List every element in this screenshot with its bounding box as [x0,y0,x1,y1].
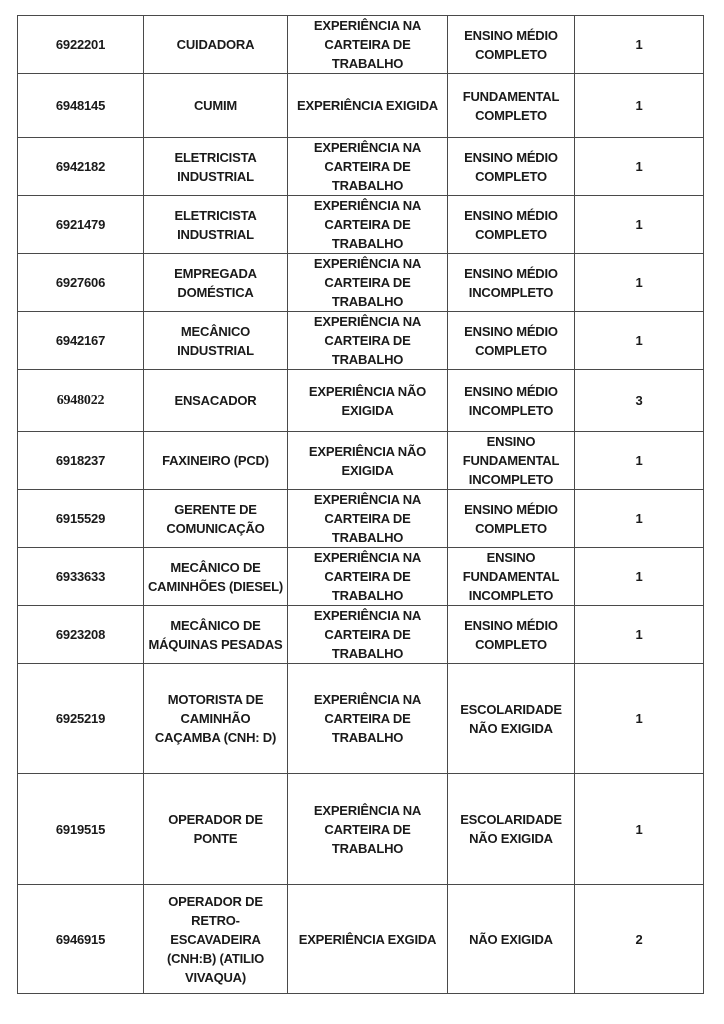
vacancy-count: 1 [575,254,704,312]
table-row [18,664,704,774]
education-requirement: ENSINO MÉDIO INCOMPLETO [448,254,575,312]
table-row [18,138,704,196]
job-title: ELETRICISTA INDUSTRIAL [144,138,288,196]
vacancy-code: 6923208 [18,606,144,664]
experience-requirement: EXPERIÊNCIA NA CARTEIRA DE TRABALHO [288,196,448,254]
vacancy-count: 1 [575,606,704,664]
education-requirement: ENSINO FUNDAMENTAL INCOMPLETO [448,432,575,490]
vacancy-code: 6946915 [18,885,144,994]
experience-requirement: EXPERIÊNCIA NÃO EXIGIDA [288,370,448,432]
vacancy-count: 1 [575,664,704,774]
vacancy-code: 6933633 [18,548,144,606]
vacancy-count: 1 [575,774,704,885]
job-title: MECÂNICO INDUSTRIAL [144,312,288,370]
table-row [18,885,704,994]
vacancy-count: 1 [575,312,704,370]
education-requirement: ENSINO FUNDAMENTAL INCOMPLETO [448,548,575,606]
table-row [18,16,704,74]
job-title: MECÂNICO DE CAMINHÕES (DIESEL) [144,548,288,606]
vacancy-code: 6918237 [18,432,144,490]
vacancy-code: 6942167 [18,312,144,370]
job-title: OPERADOR DE PONTE [144,774,288,885]
experience-requirement: EXPERIÊNCIA NA CARTEIRA DE TRABALHO [288,16,448,74]
job-vacancies-table [17,15,704,994]
vacancy-code: 6919515 [18,774,144,885]
table-row [18,774,704,885]
vacancy-code: 6921479 [18,196,144,254]
education-requirement: ENSINO MÉDIO INCOMPLETO [448,370,575,432]
experience-requirement: EXPERIÊNCIA NA CARTEIRA DE TRABALHO [288,606,448,664]
job-title: EMPREGADA DOMÉSTICA [144,254,288,312]
table-row [18,432,704,490]
education-requirement: ESCOLARIDADE NÃO EXIGIDA [448,774,575,885]
table-row [18,312,704,370]
education-requirement: FUNDAMENTAL COMPLETO [448,74,575,138]
vacancy-count: 2 [575,885,704,994]
experience-requirement: EXPERIÊNCIA NA CARTEIRA DE TRABALHO [288,490,448,548]
table-row [18,254,704,312]
job-title: ENSACADOR [144,370,288,432]
education-requirement: ESCOLARIDADE NÃO EXIGIDA [448,664,575,774]
vacancy-count: 1 [575,74,704,138]
job-title: CUIDADORA [144,16,288,74]
vacancy-count: 1 [575,16,704,74]
vacancy-count: 1 [575,432,704,490]
vacancy-count: 3 [575,370,704,432]
education-requirement: ENSINO MÉDIO COMPLETO [448,606,575,664]
vacancy-count: 1 [575,138,704,196]
job-title: GERENTE DE COMUNICAÇÃO [144,490,288,548]
table-row [18,196,704,254]
education-requirement: ENSINO MÉDIO COMPLETO [448,16,575,74]
experience-requirement: EXPERIÊNCIA NA CARTEIRA DE TRABALHO [288,774,448,885]
vacancy-code: 6927606 [18,254,144,312]
vacancy-count: 1 [575,196,704,254]
experience-requirement: EXPERIÊNCIA NA CARTEIRA DE TRABALHO [288,664,448,774]
table-row [18,606,704,664]
vacancy-code: 6915529 [18,490,144,548]
education-requirement: ENSINO MÉDIO COMPLETO [448,138,575,196]
job-title: OPERADOR DE RETRO-ESCAVADEIRA (CNH:B) (ATILIO VIVAQUA) [144,885,288,994]
job-title: ELETRICISTA INDUSTRIAL [144,196,288,254]
job-title: MECÂNICO DE MÁQUINAS PESADAS [144,606,288,664]
experience-requirement: EXPERIÊNCIA NA CARTEIRA DE TRABALHO [288,254,448,312]
education-requirement: NÃO EXIGIDA [448,885,575,994]
table-row [18,370,704,432]
experience-requirement: EXPERIÊNCIA NA CARTEIRA DE TRABALHO [288,312,448,370]
education-requirement: ENSINO MÉDIO COMPLETO [448,196,575,254]
experience-requirement: EXPERIÊNCIA EXIGIDA [288,74,448,138]
experience-requirement: EXPERIÊNCIA NÃO EXIGIDA [288,432,448,490]
job-title: MOTORISTA DE CAMINHÃO CAÇAMBA (CNH: D) [144,664,288,774]
education-requirement: ENSINO MÉDIO COMPLETO [448,312,575,370]
vacancy-code: 6948022 [18,370,144,432]
table-row [18,548,704,606]
experience-requirement: EXPERIÊNCIA NA CARTEIRA DE TRABALHO [288,548,448,606]
vacancy-code: 6922201 [18,16,144,74]
table-row [18,490,704,548]
vacancy-code: 6948145 [18,74,144,138]
job-title: CUMIM [144,74,288,138]
job-title: FAXINEIRO (PCD) [144,432,288,490]
vacancy-count: 1 [575,490,704,548]
vacancy-code: 6925219 [18,664,144,774]
vacancy-count: 1 [575,548,704,606]
education-requirement: ENSINO MÉDIO COMPLETO [448,490,575,548]
vacancy-code: 6942182 [18,138,144,196]
experience-requirement: EXPERIÊNCIA NA CARTEIRA DE TRABALHO [288,138,448,196]
table-row [18,74,704,138]
experience-requirement: EXPERIÊNCIA EXGIDA [288,885,448,994]
